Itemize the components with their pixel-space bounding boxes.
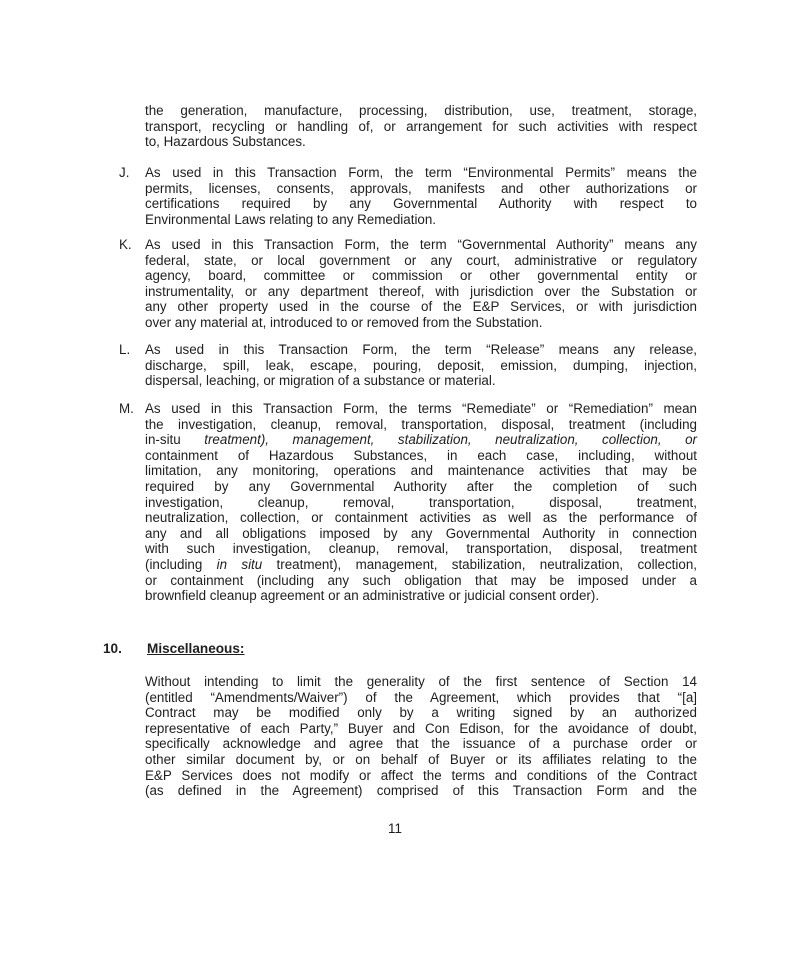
text-line: E&P Services does not modify or affect the terms and conditions of the Contract bbox=[145, 767, 697, 783]
text-line: limitation, any monitoring, operations and maintenance activities that may be bbox=[145, 463, 697, 479]
section-number: 10. bbox=[103, 641, 122, 656]
text-line: any other property used in the course of the E&P Services, or with jurisdiction bbox=[145, 299, 697, 315]
text-line: over any material at, introduced to or removed from the Substation. bbox=[145, 314, 543, 330]
text-line: containment of Hazardous Substances, in each case, including, without bbox=[145, 447, 697, 463]
text-line: transport, recycling or handling of, or arrangement for such activities with respect bbox=[145, 118, 697, 134]
text-line: As used in this Transaction Form, the terms “Remediate” or “Remediation” mean bbox=[145, 401, 697, 416]
text-line: Environmental Laws relating to any Remediation. bbox=[145, 211, 437, 227]
text-line: Without intending to limit the generality of the first sentence of Section 14 bbox=[145, 674, 697, 689]
text-line: neutralization, collection, or containment activities as well as the performance of bbox=[145, 510, 697, 526]
text-line: the generation, manufacture, processing, distribution, use, treatment, storage, bbox=[145, 103, 697, 118]
text-line: or containment (including any such obligation that may be imposed under a bbox=[145, 572, 697, 588]
text-line: Contract may be modified only by a writing signed by an authorized bbox=[145, 705, 697, 721]
text-line: required by any Governmental Authority after the completion of such bbox=[145, 478, 697, 494]
definition-text bbox=[145, 401, 697, 604]
text-line: permits, licenses, consents, approvals, manifests and other authorizations or bbox=[145, 180, 697, 196]
text-line: (as defined in the Agreement) comprised of this Transaction Form and the bbox=[145, 783, 697, 799]
text-line: specifically acknowledge and agree that the issuance of a purchase order or bbox=[145, 736, 697, 752]
text-line: in-situ treatment), management, stabilization, neutralization, collection, or bbox=[145, 432, 697, 448]
text-line: (entitled “Amendments/Waiver”) of the Agreement, which provides that “[a] bbox=[145, 689, 697, 705]
text-line: discharge, spill, leak, escape, pouring, deposit, emission, dumping, injection, bbox=[145, 357, 697, 373]
item-letter: K. bbox=[119, 237, 132, 252]
text-line: other similar document by, or on behalf of Buyer or its affiliates relating to the bbox=[145, 751, 697, 767]
section-title: Miscellaneous: bbox=[147, 641, 245, 656]
text-line: investigation, cleanup, removal, transportation, disposal, treatment, bbox=[145, 494, 697, 510]
item-letter: L. bbox=[119, 342, 131, 357]
text-line: the investigation, cleanup, removal, transportation, disposal, treatment (including bbox=[145, 416, 697, 432]
definition-text bbox=[145, 237, 697, 331]
item-letter: M. bbox=[119, 401, 134, 416]
definition-text bbox=[145, 165, 697, 227]
text-line: certifications required by any Governmental Authority with respect to bbox=[145, 196, 697, 212]
text-line: brownfield cleanup agreement or an administrative or judicial consent order). bbox=[145, 588, 600, 604]
text-line: to, Hazardous Substances. bbox=[145, 134, 306, 150]
text-line: with such investigation, cleanup, removal, transportation, disposal, treatment bbox=[145, 541, 697, 557]
definition-text bbox=[145, 342, 697, 389]
text-line: agency, board, committee or commission or other governmental entity or bbox=[145, 268, 697, 284]
text-line: As used in this Transaction Form, the term “Environmental Permits” means the bbox=[145, 165, 697, 180]
text-line: any and all obligations imposed by any Governmental Authority in connection bbox=[145, 525, 697, 541]
miscellaneous-paragraph bbox=[145, 674, 697, 799]
item-letter: J. bbox=[119, 165, 130, 180]
text-line: (including in situ treatment), management, stabilization, neutralization, collection, bbox=[145, 556, 697, 572]
text-line: representative of each Party,” Buyer and Con Edison, for the avoidance of doubt, bbox=[145, 720, 697, 736]
text-line: As used in this Transaction Form, the term “Release” means any release, bbox=[145, 342, 697, 357]
text-line: federal, state, or local government or any court, administrative or regulatory bbox=[145, 252, 697, 268]
page-number: 11 bbox=[388, 821, 402, 836]
text-line: As used in this Transaction Form, the term “Governmental Authority” means any bbox=[145, 237, 697, 252]
text-line: dispersal, leaching, or migration of a substance or material. bbox=[145, 373, 496, 389]
intro-paragraph bbox=[145, 103, 697, 150]
text-line: instrumentality, or any department thereof, with jurisdiction over the Substation or bbox=[145, 283, 697, 299]
